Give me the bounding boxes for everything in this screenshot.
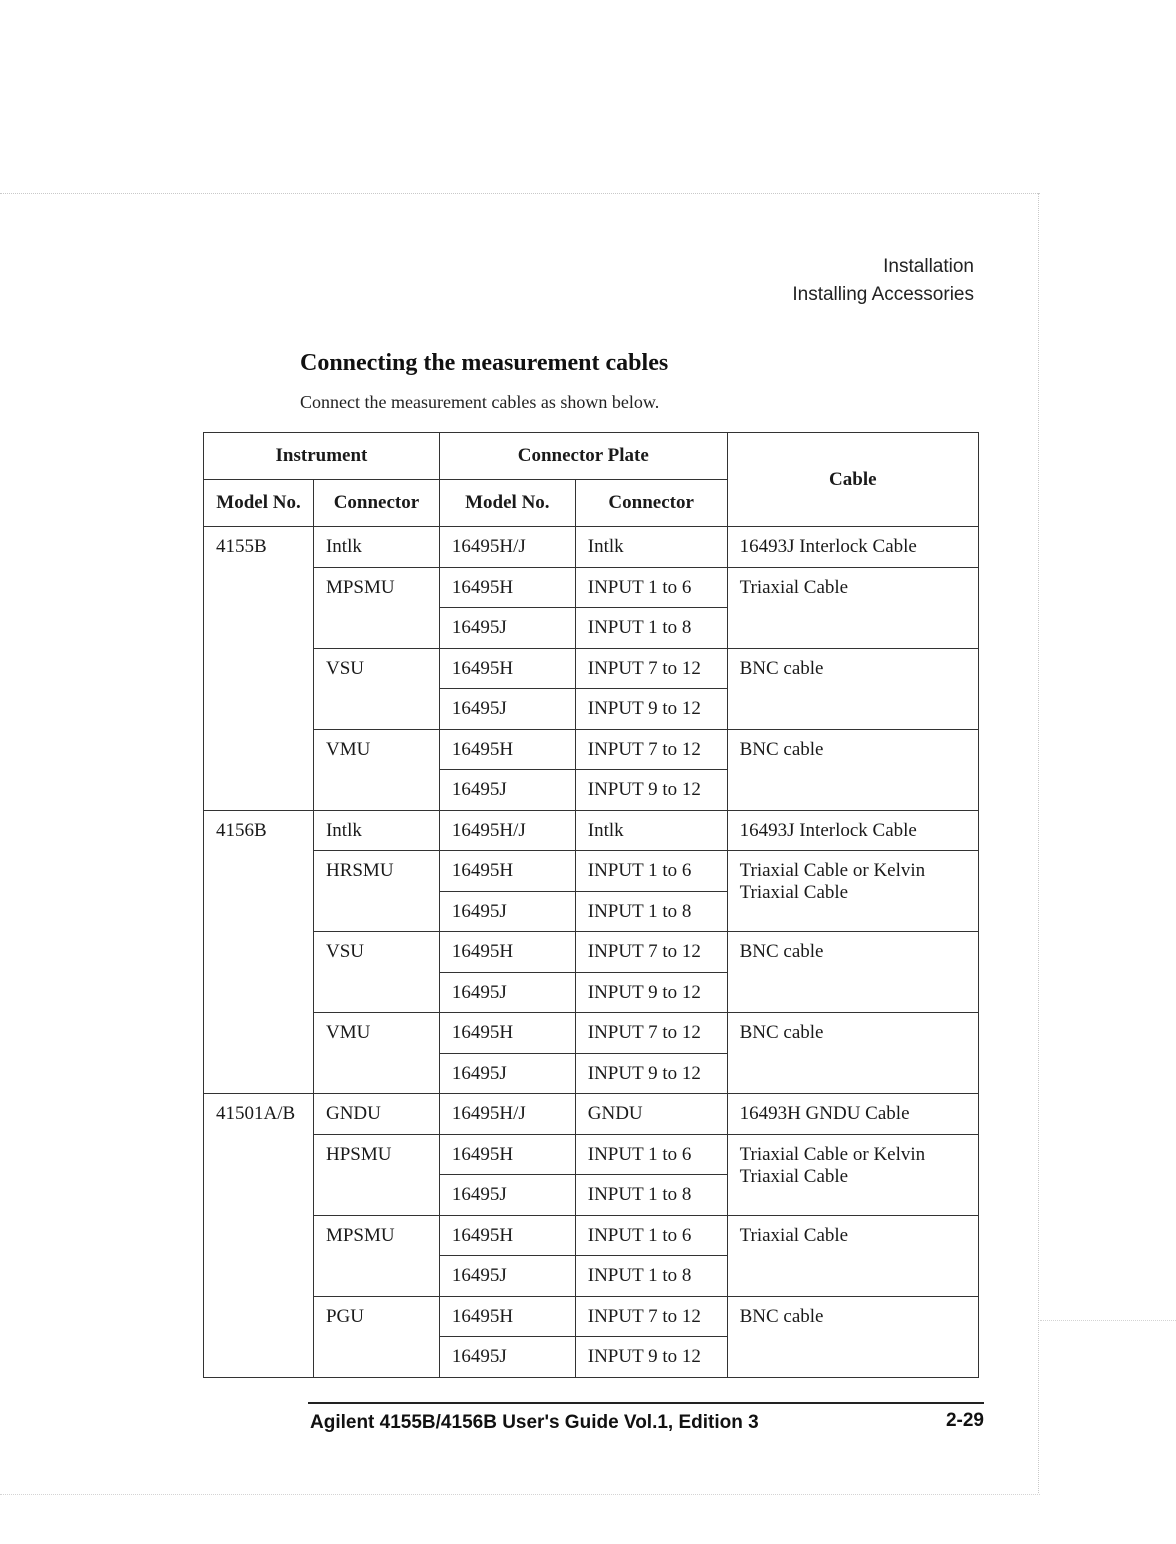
cable-cell: BNC cable	[727, 932, 978, 1013]
plate-model-cell: 16495J	[439, 1175, 575, 1216]
table-row	[204, 567, 979, 608]
plate-connector-cell: Intlk	[575, 810, 727, 851]
scan-edge-right	[1038, 193, 1039, 1493]
plate-connector-cell: INPUT 9 to 12	[575, 972, 727, 1013]
instrument-connector-cell: HPSMU	[313, 1134, 439, 1215]
table-row	[204, 932, 979, 973]
plate-connector-cell: INPUT 1 to 6	[575, 1134, 727, 1175]
cable-cell: BNC cable	[727, 1013, 978, 1094]
plate-model-cell: 16495H	[439, 648, 575, 689]
plate-connector-cell: INPUT 7 to 12	[575, 1013, 727, 1054]
table-row	[204, 1215, 979, 1256]
plate-connector-cell: INPUT 9 to 12	[575, 689, 727, 730]
cable-cell: Triaxial Cable or Kelvin Triaxial Cable	[727, 1134, 978, 1215]
page-number: 2-29	[945, 1410, 984, 1431]
plate-model-cell: 16495H/J	[439, 527, 575, 568]
footer-rule	[308, 1402, 984, 1404]
table-row	[204, 1013, 979, 1054]
instrument-connector-cell: PGU	[313, 1296, 439, 1377]
plate-model-cell: 16495H	[439, 729, 575, 770]
table-row	[204, 527, 979, 568]
cable-cell: BNC cable	[727, 1296, 978, 1377]
plate-model-cell: 16495H	[439, 1215, 575, 1256]
instrument-model-cell: 41501A/B	[204, 1094, 314, 1378]
plate-model-cell: 16495J	[439, 689, 575, 730]
cable-cell: 16493J Interlock Cable	[727, 810, 978, 851]
cable-cell: Triaxial Cable	[727, 1215, 978, 1296]
plate-model-cell: 16495J	[439, 1053, 575, 1094]
plate-connector-cell: INPUT 1 to 6	[575, 851, 727, 892]
chapter-title: Installation	[883, 256, 974, 277]
instrument-connector-cell: VMU	[313, 729, 439, 810]
plate-connector-cell: INPUT 1 to 8	[575, 1256, 727, 1297]
plate-model-cell: 16495J	[439, 1337, 575, 1378]
header-instrument: Instrument	[204, 433, 440, 480]
plate-model-cell: 16495H	[439, 1134, 575, 1175]
plate-connector-cell: INPUT 9 to 12	[575, 1337, 727, 1378]
plate-connector-cell: INPUT 1 to 8	[575, 891, 727, 932]
scan-edge-bottom	[0, 1494, 1040, 1495]
cable-cell: 16493H GNDU Cable	[727, 1094, 978, 1135]
plate-connector-cell: GNDU	[575, 1094, 727, 1135]
table-row	[204, 810, 979, 851]
footer-title: Agilent 4155B/4156B User's Guide Vol.1, Edition 3	[310, 1412, 759, 1433]
header-model-no: Model No.	[204, 480, 314, 527]
cable-cell: BNC cable	[727, 729, 978, 810]
cable-cell: Triaxial Cable	[727, 567, 978, 648]
section-title: Connecting the measurement cables	[300, 350, 669, 376]
header-cable: Cable	[727, 433, 978, 527]
instrument-model-cell: 4155B	[204, 527, 314, 811]
instrument-connector-cell: Intlk	[313, 810, 439, 851]
cable-cell: BNC cable	[727, 648, 978, 729]
instrument-connector-cell: MPSMU	[313, 567, 439, 648]
table-row	[204, 729, 979, 770]
plate-connector-cell: INPUT 1 to 8	[575, 608, 727, 649]
instrument-model-cell: 4156B	[204, 810, 314, 1094]
plate-connector-cell: Intlk	[575, 527, 727, 568]
table-row	[204, 1094, 979, 1135]
table-row	[204, 1296, 979, 1337]
plate-model-cell: 16495J	[439, 972, 575, 1013]
running-header	[792, 253, 974, 309]
scan-edge-right-lower	[1040, 1320, 1176, 1321]
plate-model-cell: 16495H	[439, 932, 575, 973]
instrument-connector-cell: Intlk	[313, 527, 439, 568]
table-row	[204, 851, 979, 892]
plate-connector-cell: INPUT 9 to 12	[575, 770, 727, 811]
header-plate-connector: Connector	[575, 480, 727, 527]
instrument-connector-cell: VMU	[313, 1013, 439, 1094]
instrument-connector-cell: VSU	[313, 648, 439, 729]
plate-model-cell: 16495J	[439, 608, 575, 649]
plate-connector-cell: INPUT 7 to 12	[575, 932, 727, 973]
plate-connector-cell: INPUT 7 to 12	[575, 1296, 727, 1337]
instrument-connector-cell: GNDU	[313, 1094, 439, 1135]
table-row	[204, 1134, 979, 1175]
plate-connector-cell: INPUT 7 to 12	[575, 648, 727, 689]
section-intro: Connect the measurement cables as shown below.	[300, 392, 660, 412]
plate-connector-cell: INPUT 1 to 6	[575, 567, 727, 608]
table-row	[204, 648, 979, 689]
instrument-connector-cell: MPSMU	[313, 1215, 439, 1296]
table-header	[204, 433, 979, 527]
table-body	[204, 527, 979, 1378]
plate-connector-cell: INPUT 7 to 12	[575, 729, 727, 770]
plate-model-cell: 16495J	[439, 770, 575, 811]
plate-model-cell: 16495H	[439, 1013, 575, 1054]
cable-cell: 16493J Interlock Cable	[727, 527, 978, 568]
plate-model-cell: 16495J	[439, 1256, 575, 1297]
header-plate-model-no: Model No.	[439, 480, 575, 527]
plate-connector-cell: INPUT 9 to 12	[575, 1053, 727, 1094]
plate-model-cell: 16495J	[439, 891, 575, 932]
plate-connector-cell: INPUT 1 to 6	[575, 1215, 727, 1256]
section-header: Installing Accessories	[792, 284, 974, 305]
cable-connection-table	[203, 432, 979, 1378]
plate-connector-cell: INPUT 1 to 8	[575, 1175, 727, 1216]
plate-model-cell: 16495H	[439, 851, 575, 892]
cable-cell: Triaxial Cable or Kelvin Triaxial Cable	[727, 851, 978, 932]
plate-model-cell: 16495H/J	[439, 810, 575, 851]
scan-edge-top	[0, 193, 1040, 194]
plate-model-cell: 16495H/J	[439, 1094, 575, 1135]
instrument-connector-cell: VSU	[313, 932, 439, 1013]
plate-model-cell: 16495H	[439, 567, 575, 608]
table-header-row	[204, 433, 979, 480]
header-connector-plate: Connector Plate	[439, 433, 727, 480]
plate-model-cell: 16495H	[439, 1296, 575, 1337]
header-connector: Connector	[313, 480, 439, 527]
instrument-connector-cell: HRSMU	[313, 851, 439, 932]
